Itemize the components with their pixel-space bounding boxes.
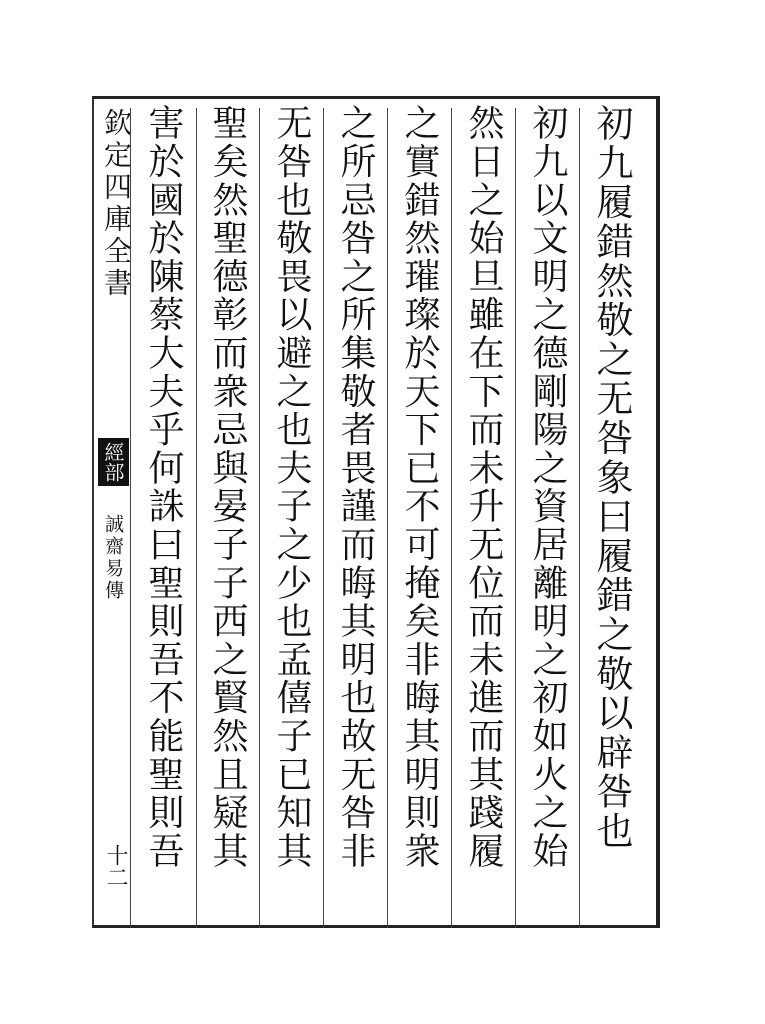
column-divider	[387, 108, 388, 928]
text-column-1: 初九履錯然敬之无咎象曰履錯之敬以辟咎也	[590, 104, 633, 851]
column-divider	[579, 108, 580, 928]
collection-title: 欽定四庫全書	[100, 108, 133, 300]
page-number: 十二	[103, 844, 128, 888]
volume-label: 經部	[98, 438, 129, 486]
text-column-5: 之所忌咎之所集敬者畏謹而晦其明也故无咎非	[335, 104, 376, 870]
column-divider	[259, 108, 260, 928]
column-divider	[130, 108, 131, 928]
column-divider	[323, 108, 324, 928]
text-column-7: 聖矣然聖德彰而衆忌與晏子子西之賢然且疑其	[207, 104, 248, 870]
text-column-4: 之實錯然璀璨於天下已不可掩矣非晦其明則衆	[399, 104, 440, 870]
column-divider	[451, 108, 452, 928]
column-divider	[515, 108, 516, 928]
column-divider	[196, 108, 197, 928]
text-column-6: 无咎也敬畏以避之也夫子之少也孟僖子已知其	[271, 104, 312, 870]
book-title: 誠齋易傳	[102, 514, 124, 602]
text-column-3: 然日之始旦雖在下而未升无位而未進而其踐履	[463, 104, 504, 870]
page-margin-header	[94, 100, 133, 920]
text-column-8: 害於國於陳蔡大夫乎何誅曰聖則吾不能聖則吾	[143, 104, 184, 870]
text-column-2: 初九以文明之德剛陽之資居離明之初如火之始	[527, 104, 568, 870]
